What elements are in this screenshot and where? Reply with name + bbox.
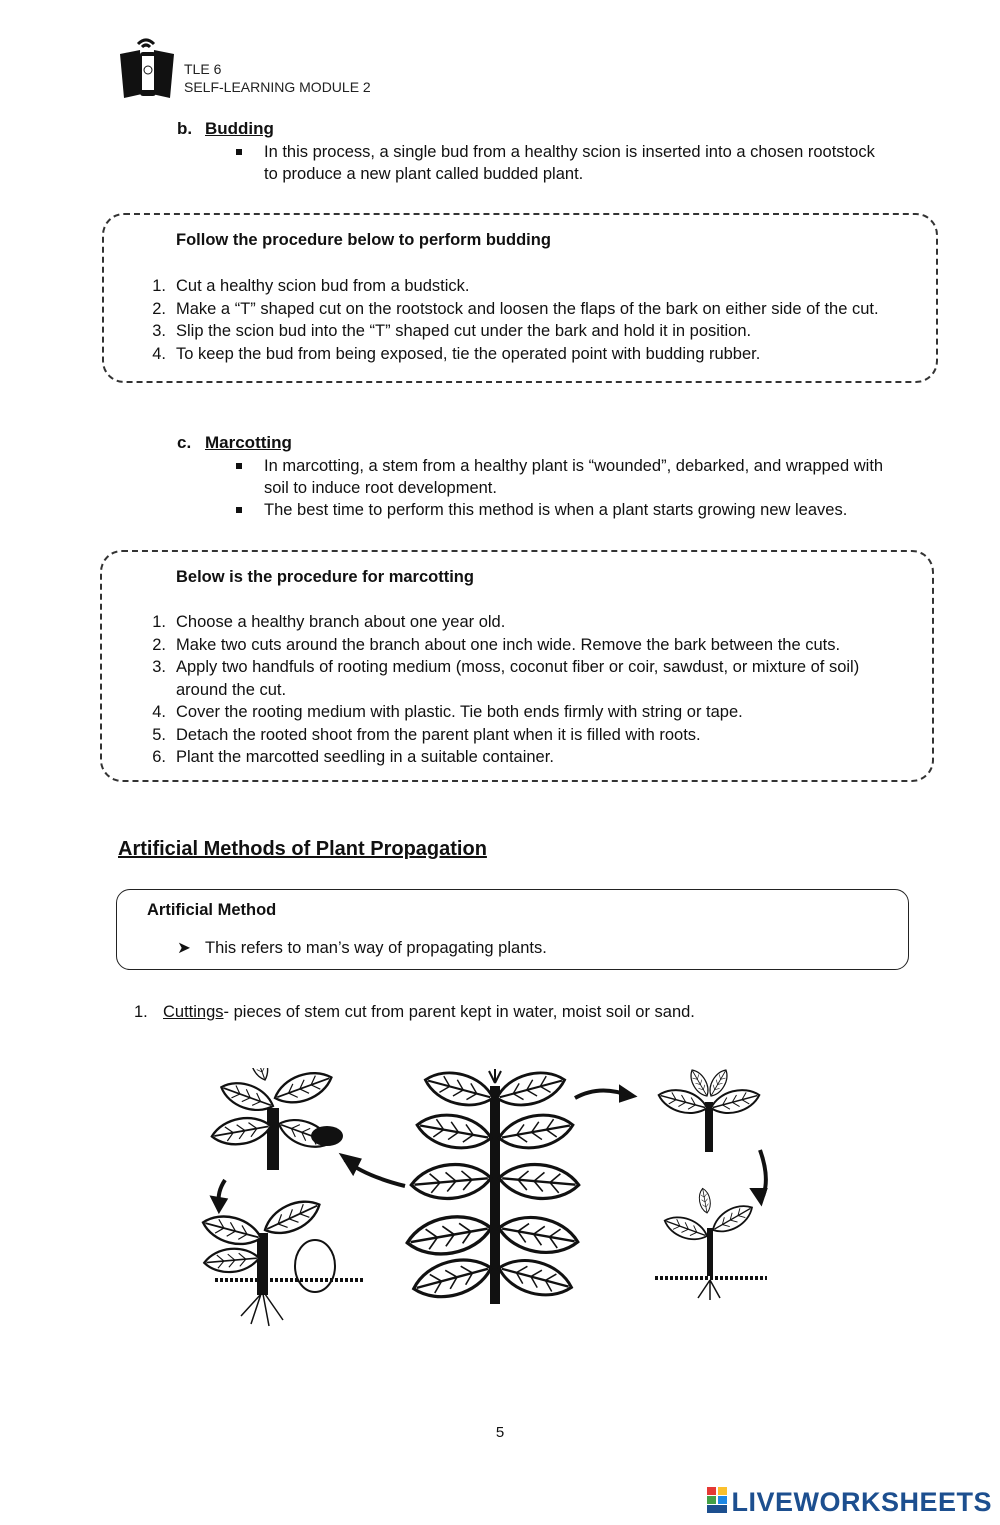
seedling-icon [655,1187,767,1300]
cuttings-definition: - pieces of stem cut from parent kept in water, moist soil or sand. [223,1003,695,1021]
list-item: 2. Make a “T” shaped cut on the rootstock and loosen the flaps of the bark on either side of the cut. [152,299,879,318]
marcotting-heading [177,433,292,453]
marcotting-title: Marcotting [205,433,292,452]
cut-stem-plant-icon [210,1068,343,1170]
list-item: 3. Apply two handfuls of rooting medium (moss, coconut fiber or coir, sawdust, or mixture of soil) around the cut. [152,658,860,699]
list-item: 2. Make two cuts around the branch about one inch wide. Remove the bark between the cuts. [152,635,841,654]
course-label: TLE 6 [184,61,222,77]
header-text [184,60,371,96]
page-number: 5 [495,1424,505,1441]
list-item: The best time to perform this method is when a plant starts growing new leaves. [264,499,888,521]
list-item: 5. Detach the rooted shoot from the parent plant when it is filled with roots. [152,725,701,744]
cutting-icon [656,1068,762,1152]
list-item: 6. Plant the marcotted seedling in a suitable container. [152,748,554,766]
marcotting-letter: c. [177,433,192,452]
liveworksheets-logo-icon [707,1487,727,1520]
bullet-square-icon [236,463,242,469]
artificial-section-title: Artificial Methods of Plant Propagation [118,838,487,860]
arrow-bullet-icon: ➤ [177,939,191,957]
budding-bullets [264,141,888,185]
marcotting-bullets [264,455,888,521]
list-item: 4. To keep the bud from being exposed, tie the operated point with budding rubber. [152,344,761,363]
budding-procedure-title: Follow the procedure below to perform budding [176,231,551,249]
list-item: In marcotting, a stem from a healthy plant is “wounded”, debarked, and wrapped with soil to induce root development. [264,455,888,499]
module-logo-icon [118,34,180,100]
cuttings-term: Cuttings [163,1003,224,1021]
cuttings-number: 1. [134,1003,148,1021]
parent-plant-icon [404,1068,581,1305]
budding-steps [152,275,916,365]
module-label: SELF-LEARNING MODULE 2 [184,79,371,95]
list-item: 4. Cover the rooting medium with plastic. Tie both ends firmly with string or tape. [152,703,743,721]
liveworksheets-brand [707,1487,992,1520]
budding-title: Budding [205,119,274,138]
list-item: 1. Choose a healthy branch about one year old. [152,613,506,631]
brand-text: LIVEWORKSHEETS [731,1487,992,1517]
cuttings-item [134,1003,695,1022]
budding-heading [177,119,274,139]
marcotting-steps [152,611,888,769]
list-item: In this process, a single bud from a healthy scion is inserted into a chosen rootstock to produce a new plant called budded plant. [264,141,888,185]
plant-cutting-cycle-illustration [175,1068,800,1330]
rooting-cutting-icon [200,1193,365,1326]
artificial-box-item: ➤ This refers to man’s way of propagating plants. [177,939,547,957]
list-item: 3. Slip the scion bud into the “T” shaped cut under the bark and hold it in position. [152,322,752,340]
bullet-square-icon [236,507,242,513]
budding-letter: b. [177,119,193,138]
list-item: 1. Cut a healthy scion bud from a budstick. [152,277,470,295]
marcotting-procedure-title: Below is the procedure for marcotting [176,568,474,586]
artificial-box-title: Artificial Method [147,901,277,919]
bullet-square-icon [236,149,242,155]
